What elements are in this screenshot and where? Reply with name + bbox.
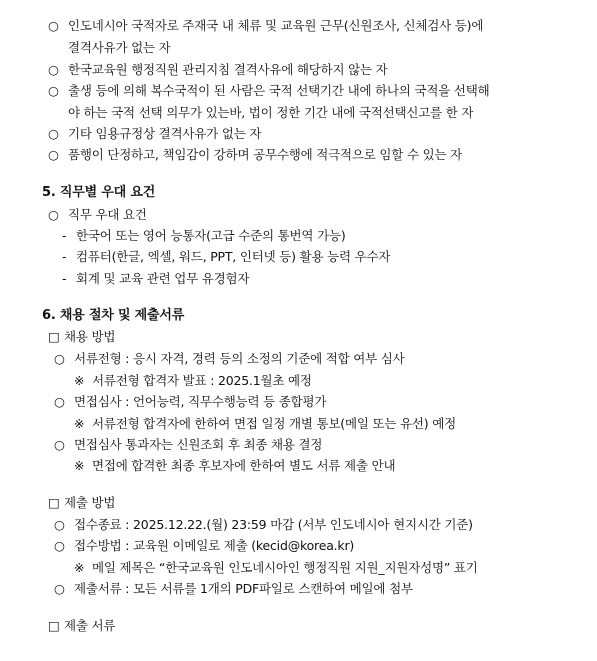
submission-documents-title: □ 제출 서류 (48, 618, 116, 633)
circle-bullet-icon: ○ (48, 83, 59, 98)
qualification-item: ○ 인도네시아 국적자로 주재국 내 체류 및 교육원 근무(신원조사, 신체검사 등)에 (48, 18, 484, 33)
note-mark-icon: ※ (74, 458, 85, 473)
method-note: ※ 면접에 합격한 최종 후보자에 한하여 별도 서류 제출 안내 (74, 458, 396, 473)
method-note: ※ 서류전형 합격자 발표 : 2025.1월초 예정 (74, 373, 312, 388)
method-item: ○ 서류전형 : 응시 자격, 경력 등의 소정의 기준에 적합 여부 심사 (54, 351, 405, 366)
submission-item: ○ 제출서류 : 모든 서류를 1개의 PDF파일로 스캔하여 메일에 첨부 (54, 581, 413, 596)
circle-bullet-icon: ○ (54, 437, 65, 452)
circle-bullet-icon: ○ (54, 394, 65, 409)
method-note: ※ 서류전형 합격자에 한하여 면접 일정 개별 통보(메일 또는 유선) 예정 (74, 416, 456, 431)
submission-method-title: □ 제출 방법 (48, 495, 116, 510)
section-5-heading: 5. 직무별 우대 요건 (42, 185, 156, 200)
method-item: ○ 면접심사 : 언어능력, 직무수행능력 등 종합평가 (54, 394, 327, 409)
circle-bullet-icon: ○ (48, 18, 59, 33)
note-mark-icon: ※ (74, 416, 85, 431)
recruitment-method-title: □ 채용 방법 (48, 329, 116, 344)
submission-note: ※ 메일 제목은 “한국교육원 인도네시아인 행정직원 지원_지원자성명” 표기 (74, 560, 478, 575)
section-6-heading: 6. 채용 절차 및 제출서류 (42, 308, 185, 323)
circle-bullet-icon: ○ (48, 126, 59, 141)
qualification-item-continuation: 야 하는 국적 선택 의무가 있는바, 법이 정한 기간 내에 국적선택신고를 한 자 (68, 105, 474, 120)
note-mark-icon: ※ (74, 373, 85, 388)
preference-item: - 컴퓨터(한글, 엑셀, 워드, PPT, 인터넷 등) 활용 능력 우수자 (62, 249, 391, 264)
preference-item: - 회계 및 교육 관련 업무 유경험자 (62, 271, 250, 286)
circle-bullet-icon: ○ (54, 517, 65, 532)
qualification-item: ○ 기타 임용규정상 결격사유가 없는 자 (48, 126, 262, 141)
circle-bullet-icon: ○ (48, 62, 59, 77)
method-item: ○ 면접심사 통과자는 신원조회 후 최종 채용 결정 (54, 437, 323, 452)
square-bullet-icon: □ (48, 495, 60, 510)
qualification-item: ○ 품행이 단정하고, 책임감이 강하며 공무수행에 적극적으로 임할 수 있는 자 (48, 147, 462, 162)
circle-bullet-icon: ○ (54, 351, 65, 366)
note-mark-icon: ※ (74, 560, 85, 575)
qualification-item: ○ 한국교육원 행정직원 관리지침 결격사유에 해당하지 않는 자 (48, 62, 388, 77)
qualification-item: ○ 출생 등에 의해 복수국적이 된 사람은 국적 선택기간 내에 하나의 국적을 선택해 (48, 83, 490, 98)
dash-bullet: - (62, 228, 67, 243)
circle-bullet-icon: ○ (48, 147, 59, 162)
circle-bullet-icon: ○ (48, 207, 59, 222)
section-5-subheading: ○ 직무 우대 요건 (48, 207, 147, 222)
preference-item: - 한국어 또는 영어 능통자(고급 수준의 통번역 가능) (62, 228, 346, 243)
circle-bullet-icon: ○ (54, 581, 65, 596)
qualification-item-continuation: 결격사유가 없는 자 (68, 40, 171, 55)
submission-item: ○ 접수종료 : 2025.12.22.(월) 23:59 마감 (서부 인도네시아 현지시간 기준) (54, 517, 473, 532)
submission-item: ○ 접수방법 : 교육원 이메일로 제출 (kecid@korea.kr) (54, 538, 355, 553)
circle-bullet-icon: ○ (54, 538, 65, 553)
dash-bullet: - (62, 271, 67, 286)
square-bullet-icon: □ (48, 618, 60, 633)
dash-bullet: - (62, 249, 67, 264)
square-bullet-icon: □ (48, 329, 60, 344)
